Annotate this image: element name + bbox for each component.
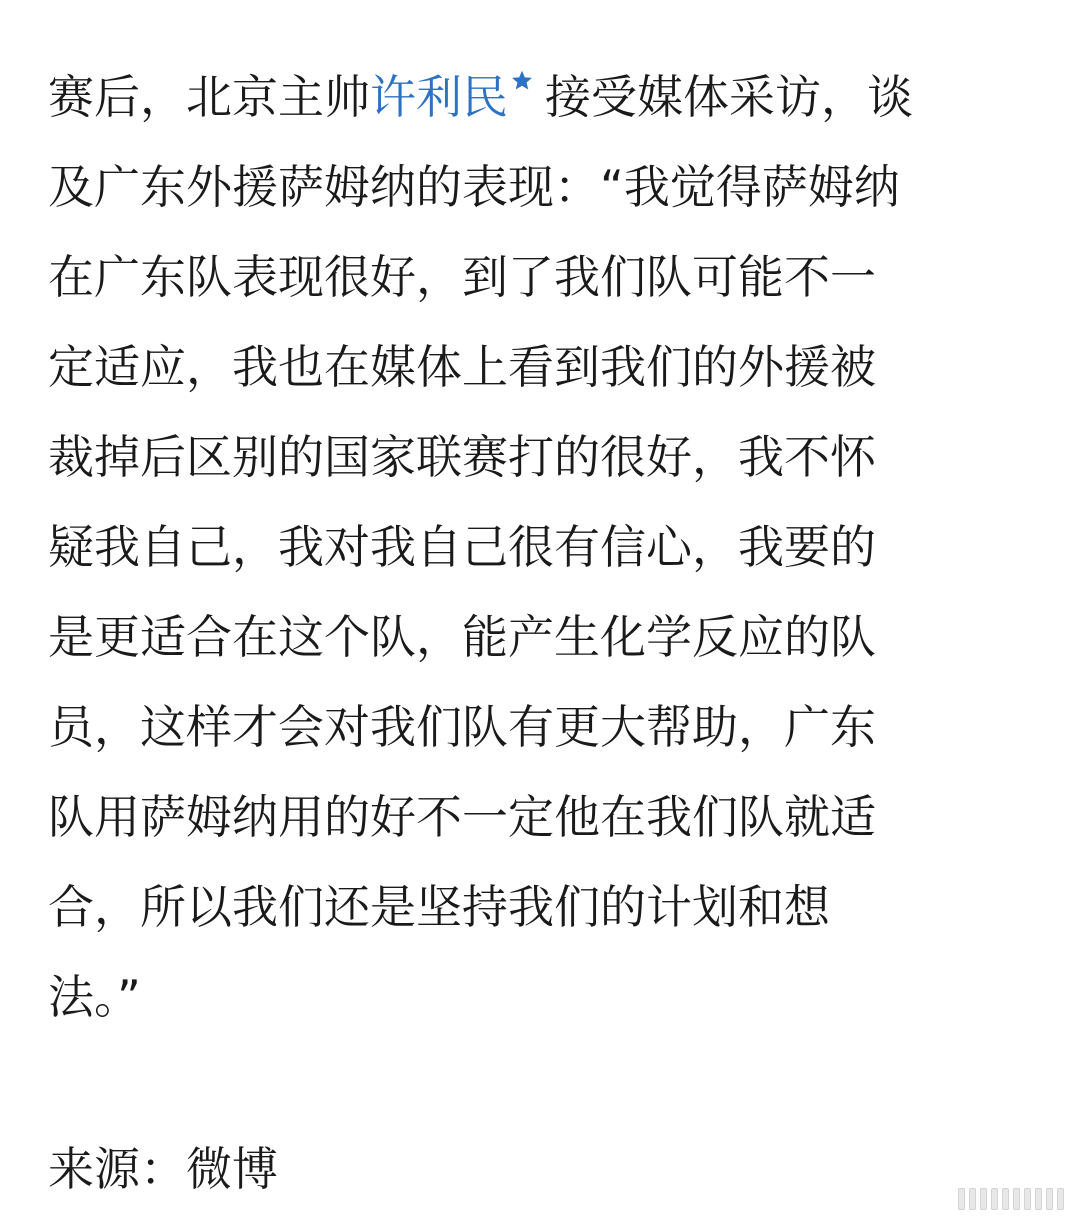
watermark-bar [980, 1188, 987, 1210]
watermark-bar [1024, 1188, 1031, 1210]
watermark-bar [1035, 1188, 1042, 1210]
watermark-bar [1013, 1188, 1020, 1210]
article-line: 在广东队表现很好，到了我们队可能不一 [48, 250, 876, 304]
line-text: 赛后，北京主帅 [48, 70, 370, 124]
article-body [48, 52, 1038, 1214]
article-line: 疑我自己，我对我自己很有信心，我要的 [48, 520, 876, 574]
watermark-bar [1046, 1188, 1053, 1210]
watermark-bar [1002, 1188, 1009, 1210]
watermark-bar [958, 1188, 965, 1210]
watermark-logo [958, 1185, 1064, 1213]
watermark-bar [969, 1188, 976, 1210]
article-line: 定适应，我也在媒体上看到我们的外援被 [48, 340, 876, 394]
article-line: 法。” [48, 970, 141, 1024]
source-attribution: 来源：微博 [48, 1142, 278, 1196]
article-line [48, 52, 1038, 142]
article-line: 裁掉后区别的国家联赛打的很好，我不怀 [48, 430, 876, 484]
article-line: 合，所以我们还是坚持我们的计划和想 [48, 880, 830, 934]
spacer [48, 1042, 1038, 1124]
watermark-bar [991, 1188, 998, 1210]
watermark-bar [1057, 1188, 1064, 1210]
line-text: 接受媒体采访，谈 [545, 70, 913, 124]
article-line: 是更适合在这个队，能产生化学反应的队 [48, 610, 876, 664]
article-line: 员，这样才会对我们队有更大帮助，广东 [48, 700, 876, 754]
article-line: 及广东外援萨姆纳的表现：“我觉得萨姆纳 [48, 160, 900, 214]
star-icon [509, 68, 535, 94]
article-line: 队用萨姆纳用的好不一定他在我们队就适 [48, 790, 876, 844]
person-link-xu-limin[interactable]: 许利民 [370, 70, 508, 124]
